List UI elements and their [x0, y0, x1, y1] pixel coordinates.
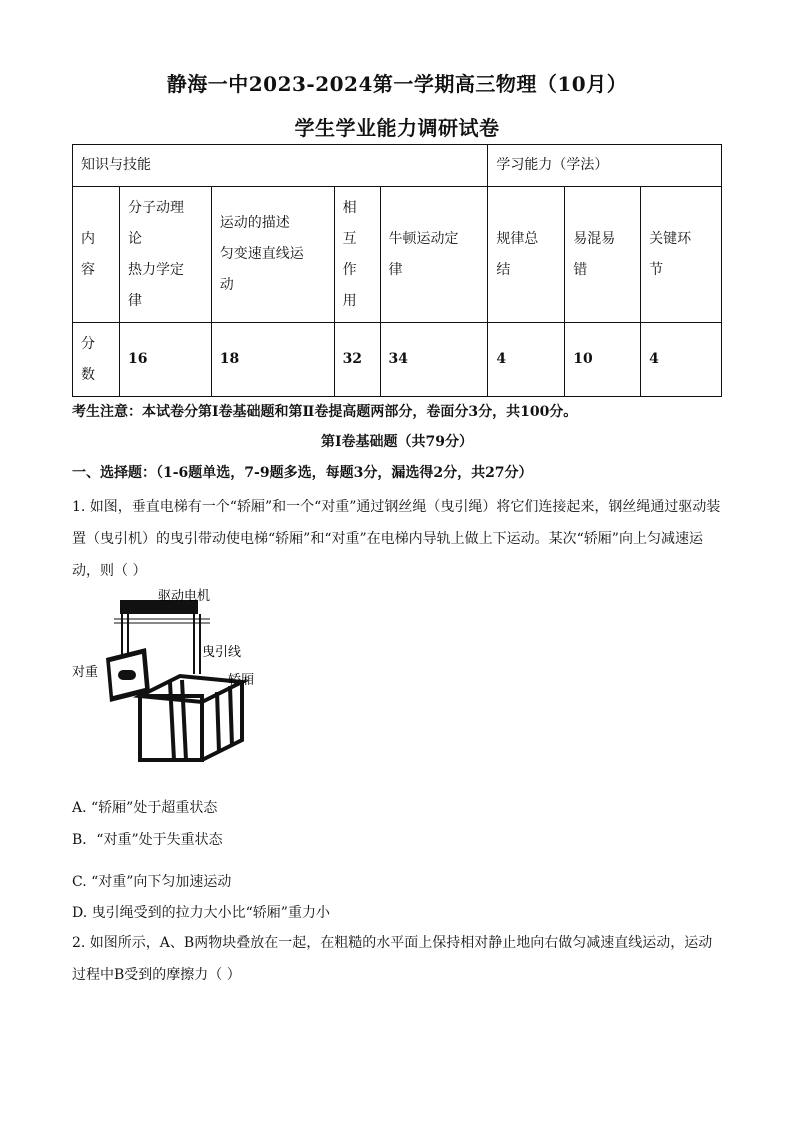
- cell-content-5: 规律总 结: [488, 187, 565, 323]
- exam-notice: 考生注意：本试卷分第Ⅰ卷基础题和第Ⅱ卷提高题两部分，卷面分3分，共100分。: [72, 404, 578, 420]
- score-6: 10: [565, 323, 641, 397]
- ability-header: 学习能力（学法）: [488, 145, 722, 187]
- score-4: 34: [380, 323, 488, 397]
- score-7: 4: [641, 323, 722, 397]
- cell-content-4: 牛顿运动定 律: [380, 187, 488, 323]
- score-1: 16: [119, 323, 211, 397]
- score-table: [72, 144, 722, 397]
- q1-option-a: A. “轿厢”处于超重状态: [72, 800, 218, 816]
- row-label-content: 内 容: [73, 187, 120, 323]
- cell-content-3: 相 互 作 用: [334, 187, 380, 323]
- cell-content-6: 易混易 错: [565, 187, 641, 323]
- q1-option-d: D. 曳引绳受到的拉力大小比“轿厢”重力小: [72, 905, 330, 921]
- score-3: 32: [334, 323, 380, 397]
- cell-content-2: 运动的描述 匀变速直线运 动: [211, 187, 334, 323]
- elevator-car: [140, 676, 242, 760]
- question-1-stem: 1. 如图，垂直电梯有一个“轿厢”和一个“对重”通过钢丝绳（曳引绳）将它们连接起来，钢丝绳通过驱动装置（曳引机）的曳引带动使电梯“轿厢”和“对重”在电梯内导轨上做上下运动。某次“轿厢”向上匀减速运动，则（ ）: [72, 499, 721, 579]
- part-title: 一、选择题：（1-6题单选，7-9题多选，每题3分，漏选得2分，共27分）: [72, 465, 533, 481]
- label-motor: 驱动电机: [158, 589, 211, 604]
- cell-content-7: 关键环 节: [641, 187, 722, 323]
- content-row: [73, 187, 722, 323]
- question-2-stem: 2. 如图所示，A、B两物块叠放在一起，在粗糙的水平面上保持相对静止地向右做匀减速直线运动，运动过程中B受到的摩擦力（ ）: [72, 935, 713, 983]
- score-5: 4: [488, 323, 565, 397]
- label-car: 轿厢: [228, 673, 255, 688]
- q1-option-b: B．“对重”处于失重状态: [72, 832, 223, 848]
- exam-title: 静海一中2023-2024第一学期高三物理（10月）: [166, 72, 628, 96]
- q1-option-c: C. “对重”向下匀加速运动: [72, 874, 232, 890]
- label-rope: 曳引线: [202, 645, 242, 660]
- knowledge-header: 知识与技能: [73, 145, 488, 187]
- label-counterweight: 对重: [72, 665, 99, 680]
- cell-content-1: 分子动理 论 热力学定 律: [119, 187, 211, 323]
- score-2: 18: [211, 323, 334, 397]
- section-title: 第Ⅰ卷基础题（共79分）: [320, 434, 474, 450]
- elevator-figure: [72, 586, 272, 776]
- score-row: [73, 323, 722, 397]
- exam-subtitle: 学生学业能力调研试卷: [294, 116, 500, 140]
- row-label-score: 分 数: [73, 323, 120, 397]
